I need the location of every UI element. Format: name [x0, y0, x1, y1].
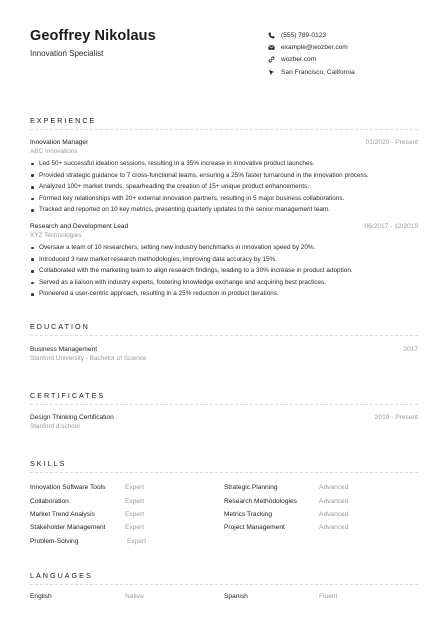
certificate-name: Design Thinking Certification	[30, 414, 114, 421]
section-title-certificates: CERTIFICATES	[30, 391, 106, 400]
job-company: ABC Innovations	[30, 148, 78, 155]
skill-level: Advanced	[319, 497, 349, 505]
job-dates: 01/2020 - Present	[365, 139, 418, 146]
skill-name: Problem-Solving	[30, 537, 79, 545]
skill-name: Research Methodologies	[224, 497, 297, 505]
candidate-role: Innovation Specialist	[30, 49, 104, 58]
contact-email-text: example@wozber.com	[281, 43, 348, 51]
skill-name: Collaboration	[30, 497, 69, 505]
skill-level: Expert	[125, 497, 145, 505]
contact-phone[interactable]	[268, 29, 428, 41]
skill-level: Expert	[125, 484, 145, 492]
certificate-dates: 2019 - Present	[374, 414, 418, 421]
certificate-issuer: Stanford d.school	[30, 423, 80, 430]
job-bullets	[30, 242, 418, 300]
language-level: Fluent	[319, 593, 338, 600]
list-item: Provided strategic guidance to 7 cross-functional teams, ensuring a 25% faster turnaround in the innovation process.	[30, 170, 418, 182]
list-item: Tracked and reported on 10 key metrics, presenting quarterly updates to the senior management team.	[30, 204, 418, 216]
skill-name: Metrics Tracking	[224, 510, 272, 518]
languages-row	[30, 593, 418, 600]
skill-name: Stakeholder Management	[30, 524, 106, 532]
education-item	[30, 346, 418, 362]
skill-row	[30, 481, 418, 494]
skill-name: Strategic Planning	[224, 484, 278, 492]
skill-level: Advanced	[319, 510, 349, 518]
job-title: Research and Development Lead	[30, 223, 129, 230]
degree: Business Management	[30, 346, 98, 353]
language-name: English	[30, 593, 52, 600]
skill-row	[30, 494, 418, 507]
contact-location-text: San Francisco, California	[281, 68, 355, 76]
section-title-skills: SKILLS	[30, 459, 67, 468]
section-divider	[30, 335, 418, 336]
section-title-languages: LANGUAGES	[30, 571, 93, 580]
link-icon	[268, 56, 275, 63]
experience-item	[30, 223, 418, 300]
skills-grid	[30, 481, 418, 548]
section-divider	[30, 584, 418, 585]
section-title-experience: EXPERIENCE	[30, 116, 97, 125]
list-item: Formed key relationships with 20+ external innovation partners, resulting in 5 major business collaborations.	[30, 193, 418, 205]
section-divider	[30, 472, 418, 473]
section-title-education: EDUCATION	[30, 322, 90, 331]
skill-name: Market Trend Analysis	[30, 510, 95, 518]
skill-name: Project Management	[224, 524, 285, 532]
email-icon	[268, 44, 275, 51]
skill-level: Expert	[125, 510, 145, 518]
list-item: Oversaw a team of 10 researchers, setting new industry benchmarks in innovation speed by 20%.	[30, 242, 418, 254]
contact-block	[268, 29, 428, 78]
job-dates: 06/2017 - 12/2019	[364, 223, 418, 230]
list-item: Led 50+ successful ideation sessions, resulting in a 35% increase in innovative product launches.	[30, 158, 418, 170]
location-icon	[268, 69, 275, 76]
experience-item	[30, 139, 418, 216]
contact-website-text: wozber.com	[281, 56, 317, 64]
skill-level: Advanced	[319, 524, 349, 532]
contact-email[interactable]	[268, 41, 428, 53]
phone-icon	[268, 32, 275, 39]
skill-name: Innovation Software Tools	[30, 484, 106, 492]
skill-row	[30, 535, 418, 548]
job-title: Innovation Manager	[30, 139, 89, 146]
list-item: Introduced 3 new market research methodologies, improving data accuracy by 15%.	[30, 254, 418, 266]
contact-website[interactable]	[268, 54, 428, 66]
skill-level: Expert	[125, 524, 145, 532]
list-item: Collaborated with the marketing team to align research findings, leading to a 30% increase in product adoption.	[30, 265, 418, 277]
contact-phone-text: (555) 789-0123	[281, 31, 327, 39]
job-bullets	[30, 158, 418, 216]
list-item: Served as a liaison with industry experts, fostering knowledge exchange and acquiring best practices.	[30, 277, 418, 289]
skill-row	[30, 508, 418, 521]
skill-level: Advanced	[319, 484, 349, 492]
language-level: Native	[125, 593, 144, 600]
list-item: Analyzed 100+ market trends, spearheading the creation of 15+ unique product enhancements.	[30, 181, 418, 193]
skill-level: Expert	[127, 537, 147, 545]
skill-row	[30, 521, 418, 534]
candidate-name: Geoffrey Nikolaus	[30, 28, 156, 44]
section-divider	[30, 404, 418, 405]
education-year: 2017	[403, 346, 418, 353]
school: Stanford University - Bachelor of Science	[30, 355, 147, 362]
section-divider	[30, 129, 418, 130]
contact-location	[268, 66, 428, 78]
language-name: Spanish	[224, 593, 248, 600]
list-item: Pioneered a user-centric approach, resulting in a 25% reduction in product iterations.	[30, 288, 418, 300]
certificate-item	[30, 414, 418, 430]
job-company: XYZ Technologies	[30, 232, 82, 239]
